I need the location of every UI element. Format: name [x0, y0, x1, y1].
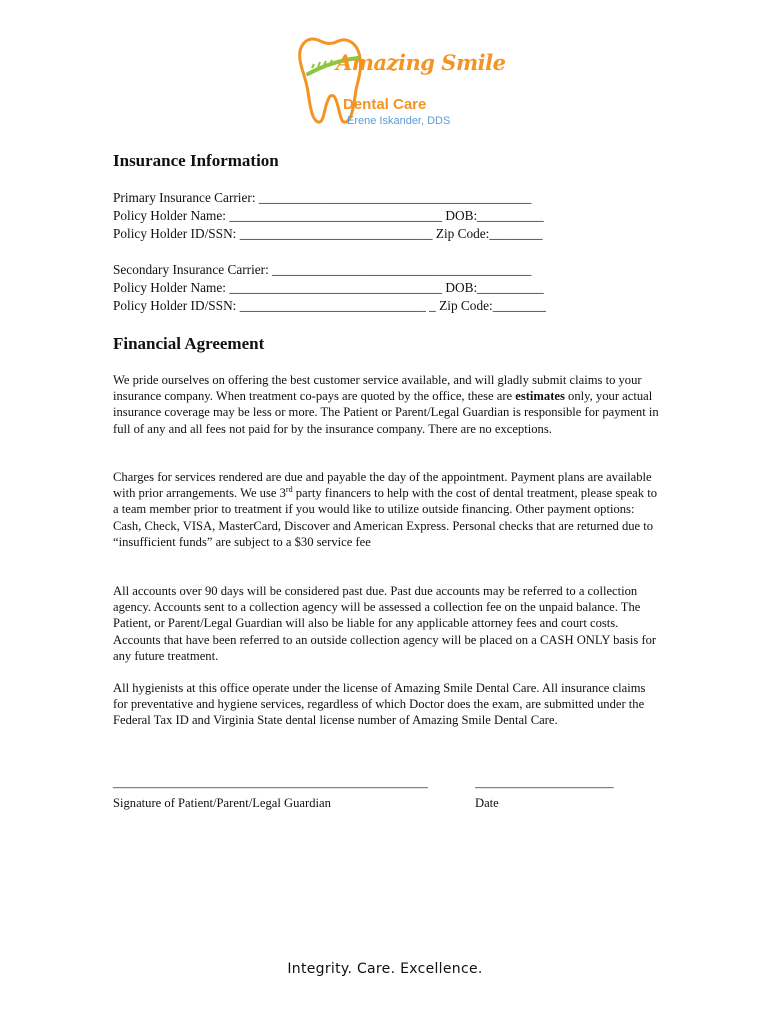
- doctor-name: Erene Iskander, DDS: [347, 115, 451, 127]
- primary-carrier-field[interactable]: Primary Insurance Carrier: _________________________________________: [113, 190, 532, 205]
- signature-line[interactable]: —————————————————————————: [113, 780, 428, 794]
- financial-heading: Financial Agreement: [113, 334, 265, 353]
- date-line[interactable]: ———————————: [475, 780, 614, 794]
- paragraph-hygienists: All hygienists at this office operate under the license of Amazing Smile Dental Care. All insurance claims for preventative and hygiene services, regardless of which Doctor does the exam, are submitted under the Federal Tax ID and Virginia State dental license number of Amazing Smile Dental Care.: [113, 681, 646, 728]
- primary-id-field[interactable]: Policy Holder ID/SSN: _____________________________ Zip Code:________: [113, 226, 543, 241]
- footer-tagline: Integrity. Care. Excellence.: [287, 961, 483, 977]
- paragraph-payment: Charges for services rendered are due and payable the day of the appointment. Payment plans are available with prior arrangements. We use 3rd party financers to help with the cost of dental treatment, please speak to a team member prior to treatment if you would like to utilize outside financing. Other payment options: Cash, Check, VISA, MasterCard, Discover and American Express. Personal checks that are returned due to “insufficient funds” are subject to a $30 service fee: [113, 470, 657, 549]
- insurance-heading: Insurance Information: [113, 151, 279, 170]
- secondary-holder-field[interactable]: Policy Holder Name: ________________________________ DOB:__________: [113, 280, 544, 295]
- secondary-id-field[interactable]: Policy Holder ID/SSN: ____________________________ _ Zip Code:________: [113, 298, 546, 313]
- brand-subtitle: Dental Care: [343, 96, 427, 113]
- paragraph-estimates: We pride ourselves on offering the best customer service available, and will gladly submit claims to your insurance company. When treatment co-pays are quoted by the office, these are estimates only, your actual insurance coverage may be less or more. The Patient or Parent/Legal Guardian is responsible for payment in full of any and all fees not paid for by the insurance company. There are no exceptions.: [113, 373, 659, 436]
- secondary-carrier-field[interactable]: Secondary Insurance Carrier: _______________________________________: [113, 262, 532, 277]
- primary-holder-field[interactable]: Policy Holder Name: ________________________________ DOB:__________: [113, 208, 544, 223]
- paragraph-past-due: All accounts over 90 days will be considered past due. Past due accounts may be referred to a collection agency. Accounts sent to a collection agency will be assessed a collection fee on the unpaid balance. The Patient, or Parent/Legal Guardian will also be liable for any applicable attorney fees and court costs. Accounts that have been referred to an outside collection agency will be placed on a CASH ONLY basis for any future treatment.: [113, 584, 657, 663]
- signature-label: Signature of Patient/Parent/Legal Guardian: [113, 796, 331, 810]
- brand-name: Amazing Smile: [336, 50, 506, 75]
- date-label: Date: [475, 796, 499, 810]
